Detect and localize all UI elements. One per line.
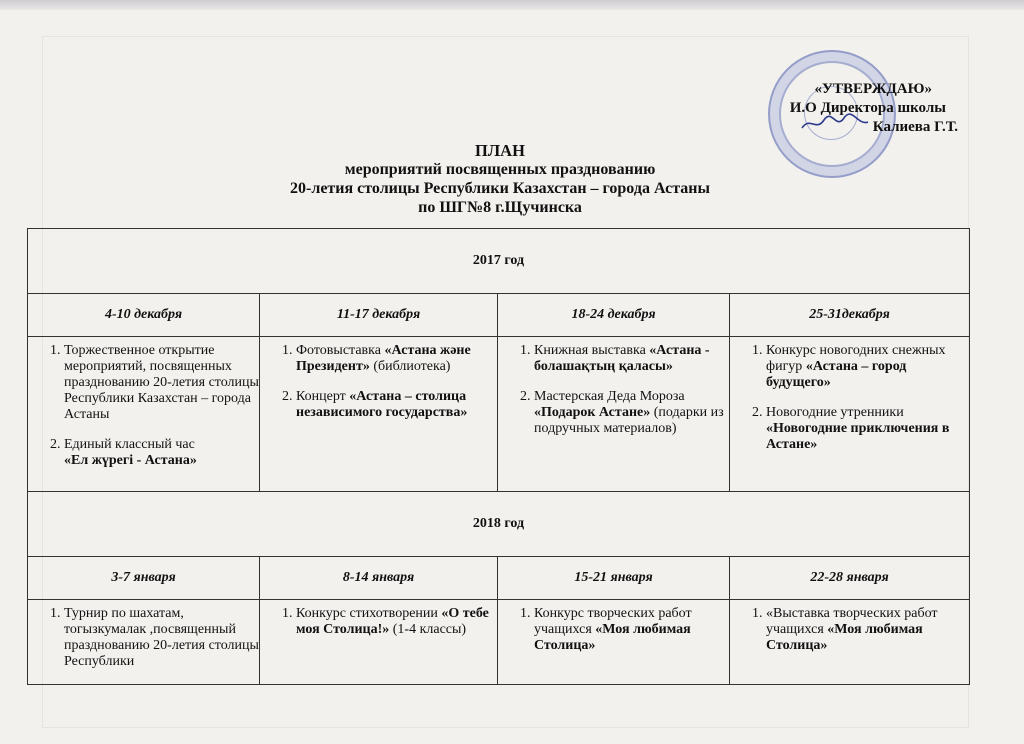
approval-block [758, 80, 958, 137]
week-header: 18-24 декабря [498, 294, 730, 337]
week-header: 25-31декабря [730, 294, 970, 337]
events-table [27, 228, 970, 685]
title-line-4: по ШГ№8 г.Щучинска [418, 199, 582, 216]
activity-cell [498, 600, 730, 685]
activity-item: 1. Конкурс творческих работ учащихся «Моя любимая Столица» [534, 606, 729, 654]
week-row-2018 [28, 557, 970, 600]
year-label: 2018 год [28, 492, 970, 557]
year-row-2017 [28, 229, 970, 294]
document-title [230, 141, 770, 217]
activity-item: 1. Фотовыставка «Астана және Президент» (библиотека) [296, 343, 497, 375]
activity-cell [498, 337, 730, 492]
activity-cell [28, 600, 260, 685]
activity-item: 1. Конкурс новогодних снежных фигур «Астана – город будущего» [766, 343, 969, 391]
week-header: 3-7 января [28, 557, 260, 600]
activity-cell [260, 600, 498, 685]
approval-position: И.О Директора школы [789, 100, 946, 116]
approval-title: «УТВЕРЖДАЮ» [814, 81, 932, 97]
activity-item: 1. Турнир по шахатам, тогызкумалак ,посвященный празднованию 20-летия столицы Республики [64, 606, 259, 670]
activity-item: 2. Единый классный час «Ел жүрегі - Астана» [64, 437, 259, 469]
week-header: 11-17 декабря [260, 294, 498, 337]
week-header: 8-14 января [260, 557, 498, 600]
week-header: 4-10 декабря [28, 294, 260, 337]
year-label: 2017 год [28, 229, 970, 294]
activity-cell [260, 337, 498, 492]
week-header: 22-28 января [730, 557, 970, 600]
activity-item: 2. Концерт «Астана – столица независимого государства» [296, 389, 497, 421]
activity-item: 1. Торжественное открытие мероприятий, посвященных празднованию 20-летия столицы Республики Казахстан – города Астаны [64, 343, 259, 423]
activity-row-2018 [28, 600, 970, 685]
title-line-2: мероприятий посвященных празднованию [344, 161, 656, 178]
activity-item: 2. Новогодние утренники «Новогодние приключения в Астане» [766, 405, 969, 453]
scan-top-edge [0, 0, 1024, 10]
activity-cell [28, 337, 260, 492]
activity-cell [730, 600, 970, 685]
week-row-2017 [28, 294, 970, 337]
activity-item: 1. Конкурс стихотворении «О тебе моя Столица!» (1-4 классы) [296, 606, 497, 638]
title-line-3: 20-летия столицы Республики Казахстан – города Астаны [290, 180, 710, 197]
title-line-1: ПЛАН [475, 141, 525, 160]
activity-item: 2. Мастерская Деда Мороза «Подарок Астане» (подарки из подручных материалов) [534, 389, 729, 437]
approval-name: Калиева Г.Т. [872, 119, 958, 135]
activity-item: 1. «Выставка творческих работ учащихся «Моя любимая Столица» [766, 606, 969, 654]
activity-row-2017 [28, 337, 970, 492]
year-row-2018 [28, 492, 970, 557]
activity-cell [730, 337, 970, 492]
week-header: 15-21 января [498, 557, 730, 600]
activity-item: 1. Книжная выставка «Астана - болашақтың қаласы» [534, 343, 729, 375]
